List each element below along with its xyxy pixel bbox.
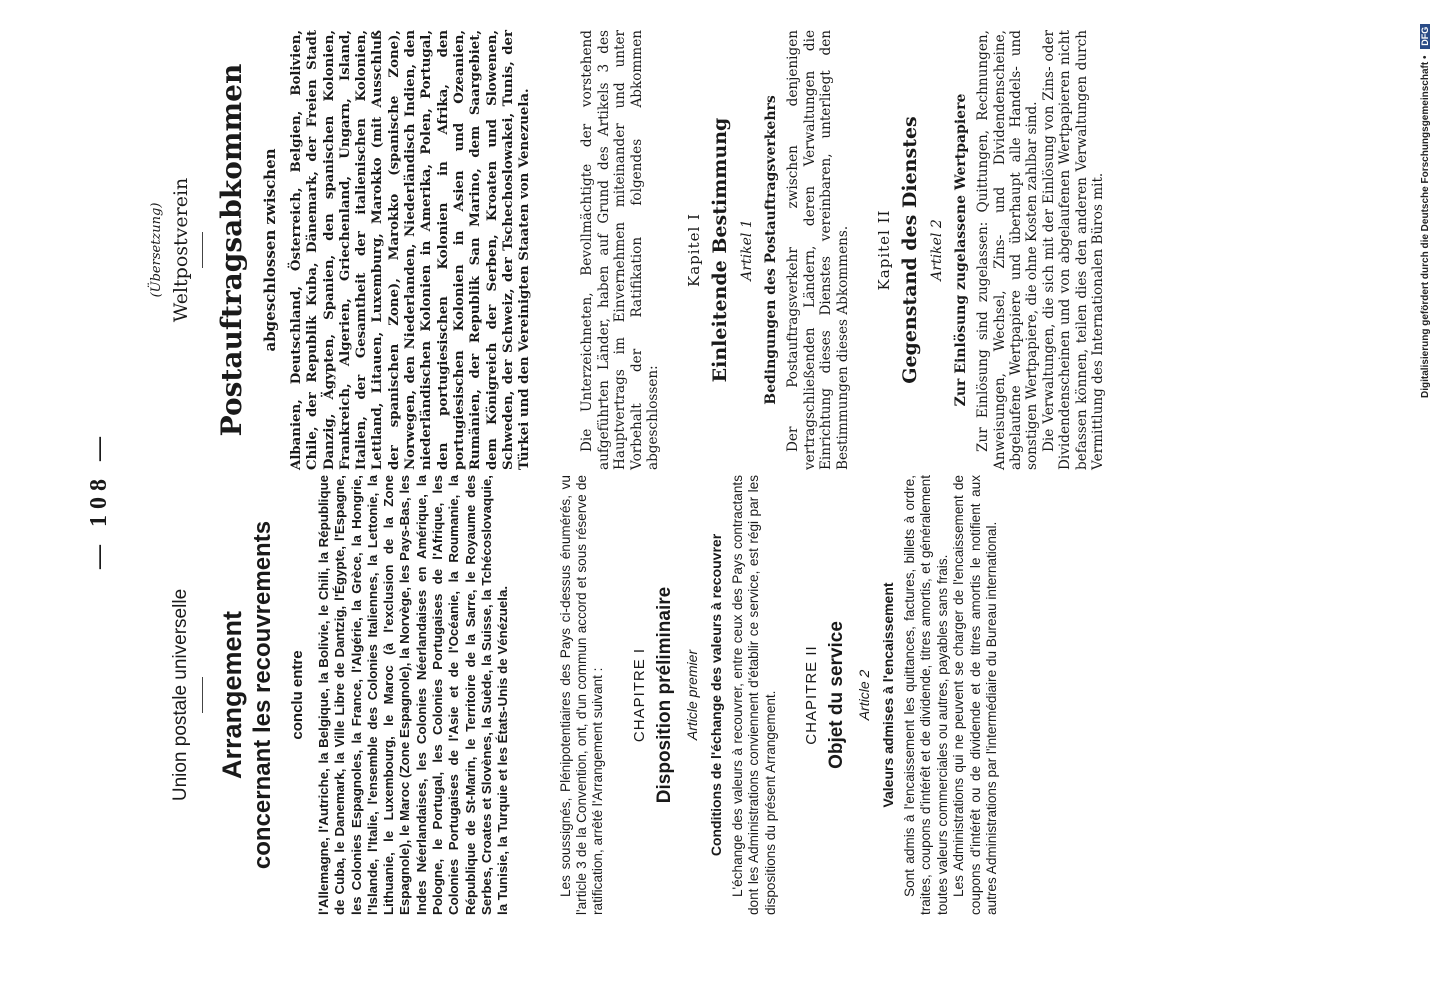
translation-note: (Übersetzung): [149, 202, 164, 298]
article-text: L'échange des valeurs à recouvrer, entre ceux des Pays contractants dont les Administrations conviennent d'établir ce service, est régi par les dispositions du présent Arrangement.: [729, 475, 778, 915]
chapter-title: Einleitende Bestimmung: [709, 117, 732, 383]
org-name: Weltpostverein: [170, 177, 192, 323]
concluded-between: conclu entre: [289, 650, 306, 740]
page-number: — 108 —: [86, 431, 112, 569]
preamble: Les soussignés, Plénipotentiaires des Pays ci-dessus énumérés, vu l'article 3 de la Convention, ont, d'un commun accord et sous réserve de ratification, arrêté l'Arrangement suivant :: [557, 475, 606, 915]
chapter-heading: Kapitel I: [685, 213, 704, 287]
article-text: Zur Einlösung sind zugelassen: Quittungen, Rechnungen, Anweisungen, Wechsel, Zins- und Dividendenscheine, abgelaufene Wertpapiere und überhaupt alle Handels- und sonstigen Wertpapiere, die ohne Kosten zahlbar sind.: [975, 30, 1041, 470]
doc-subtitle: concernant les recouvrements: [249, 520, 276, 870]
french-column: [150, 475, 1000, 915]
credit-text: Digitalisierung gefördert durch die Deutsche Forschungsgemeinschaft •: [1420, 55, 1431, 398]
chapter-title: Disposition préliminaire: [653, 586, 675, 804]
article-heading: Conditions de l'échange des valeurs à recouvrer: [707, 533, 724, 857]
chapter-heading: Kapitel II: [875, 209, 894, 291]
parties-list: l'Allemagne, l'Autriche, la Belgique, la Bolivie, le Chili, la République de Cuba, le Danemark, la Ville Libre de Dantzig, l'Égypte, l'Espagne, les Colonies Espagnoles, la France, l'Algérie, la Grèce, la Hongrie, l'Islande, l'Italie, l'ensemble des Colonies Italiennes, la Lettonie, la Lithuanie, le Luxembourg, le Maroc (à l'exclusion de la Zone Espagnole), le Maroc (Zone Espagnole), la Norvège, les Pays-Bas, les Indes Néerlandaises, les Colonies Néerlandaises en Amérique, la Pologne, le Portugal, les Colonies Portugaises de l'Afrique, les Colonies Portugaises de l'Asie et de l'Océanie, la Roumanie, la République de St-Marin, le Territoire de la Sarre, le Royaume des Serbes, Croates et Slovènes, la Suède, la Suisse, la Tchécoslovaquie, la Tunisie, la Turquie et les États-Unis de Vénézuela.: [316, 475, 511, 915]
article-heading: Bedingungen des Postauftragsverkehrs: [763, 95, 780, 405]
article-label: Article premier: [683, 649, 700, 741]
org-name: Union postale universelle: [170, 588, 191, 802]
dfg-logo: DFG: [1420, 24, 1430, 49]
doc-title: Postauftragsabkommen: [215, 63, 248, 437]
article-label: Artikel 1: [739, 219, 756, 281]
preamble: Die Unterzeichneten, Bevollmächtigte der vorstehend aufgeführten Länder, haben auf Grund des Artikels 3 des Hauptvertrags im Einvernehmen miteinander und unter Vorbehalt der Ratifikation folgendes Abkommen abgeschlossen:: [579, 30, 662, 470]
chapter-title: Gegenstand des Dienstes: [899, 116, 922, 384]
article-label: Artikel 2: [929, 219, 946, 281]
article-text: Les Administrations qui ne peuvent se charger de l'encaissement de coupons d'intérêt ou de dividende et de titres amortis le notifient aux autres Administrations par l'intermédiaire du Bureau international.: [951, 475, 1000, 915]
parties-list: Albanien, Deutschland, Österreich, Belgien, Bolivien, Chile, der Republik Kuba, Dänemark, der Freien Stadt Danzig, Ägypten, Spanien, den spanischen Kolonien, Frankreich, Algerien, Griechenland, Ungarn, Island, Italien, der Gesamtheit der italienischen Kolonien, Lettland, Litauen, Luxemburg, Marokko (mit Ausschluß der spanischen Zone), Marokko (spanische Zone), Norwegen, den Niederlanden, Niederländisch Indien, den niederländischen Kolonien in Amerika, Polen, Portugal, den portugiesischen Kolonien in Afrika, den portugiesischen Kolonien in Asien und Ozeanien, Rumänien, der Republik San Marino, dem Saargebiet, dem Königreich der Serben, Kroaten und Slowenen, Schweden, der Schweiz, der Tschechoslowakei, Tunis, der Türkei und den Vereinigten Staaten von Venezuela.: [289, 30, 533, 470]
divider: [202, 677, 203, 713]
chapter-heading: CHAPITRE I: [630, 647, 648, 743]
digitization-credit: [1418, 8, 1434, 398]
chapter-heading: CHAPITRE II: [803, 645, 820, 745]
article-text: Der Postauftragsverkehr zwischen denjenigen vertragschließenden Ländern, deren Verwaltungen die Einrichtung dieses Dienstes vereinbaren, unterliegt den Bestimmungen dieses Abkommens.: [785, 30, 851, 470]
article-heading: Zur Einlösung zugelassene Wertpapiere: [953, 93, 970, 407]
article-text: Sont admis à l'encaissement les quittances, factures, billets à ordre, traites, coupons d'intérêt et de dividende, titres amortis, et généralement toutes valeurs commerciales ou autres, payables sans frais.: [902, 475, 950, 915]
article-text: Die Verwaltungen, die sich mit der Einlösung von Zins- oder Dividendenscheinen und von abgelaufenen Wertpapieren nicht befassen können, teilen dies den anderen Verwaltungen durch Vermittlung des Internationalen Büros mit.: [1040, 30, 1106, 470]
chapter-title: Objet du service: [826, 621, 847, 769]
concluded-between: abgeschlossen zwischen: [261, 148, 279, 352]
article-label: Article 2: [856, 669, 872, 721]
divider: [202, 232, 203, 268]
article-heading: Valeurs admises à l'encaissement: [880, 582, 896, 808]
german-column: [150, 30, 1106, 470]
doc-title: Arrangement: [217, 610, 247, 780]
